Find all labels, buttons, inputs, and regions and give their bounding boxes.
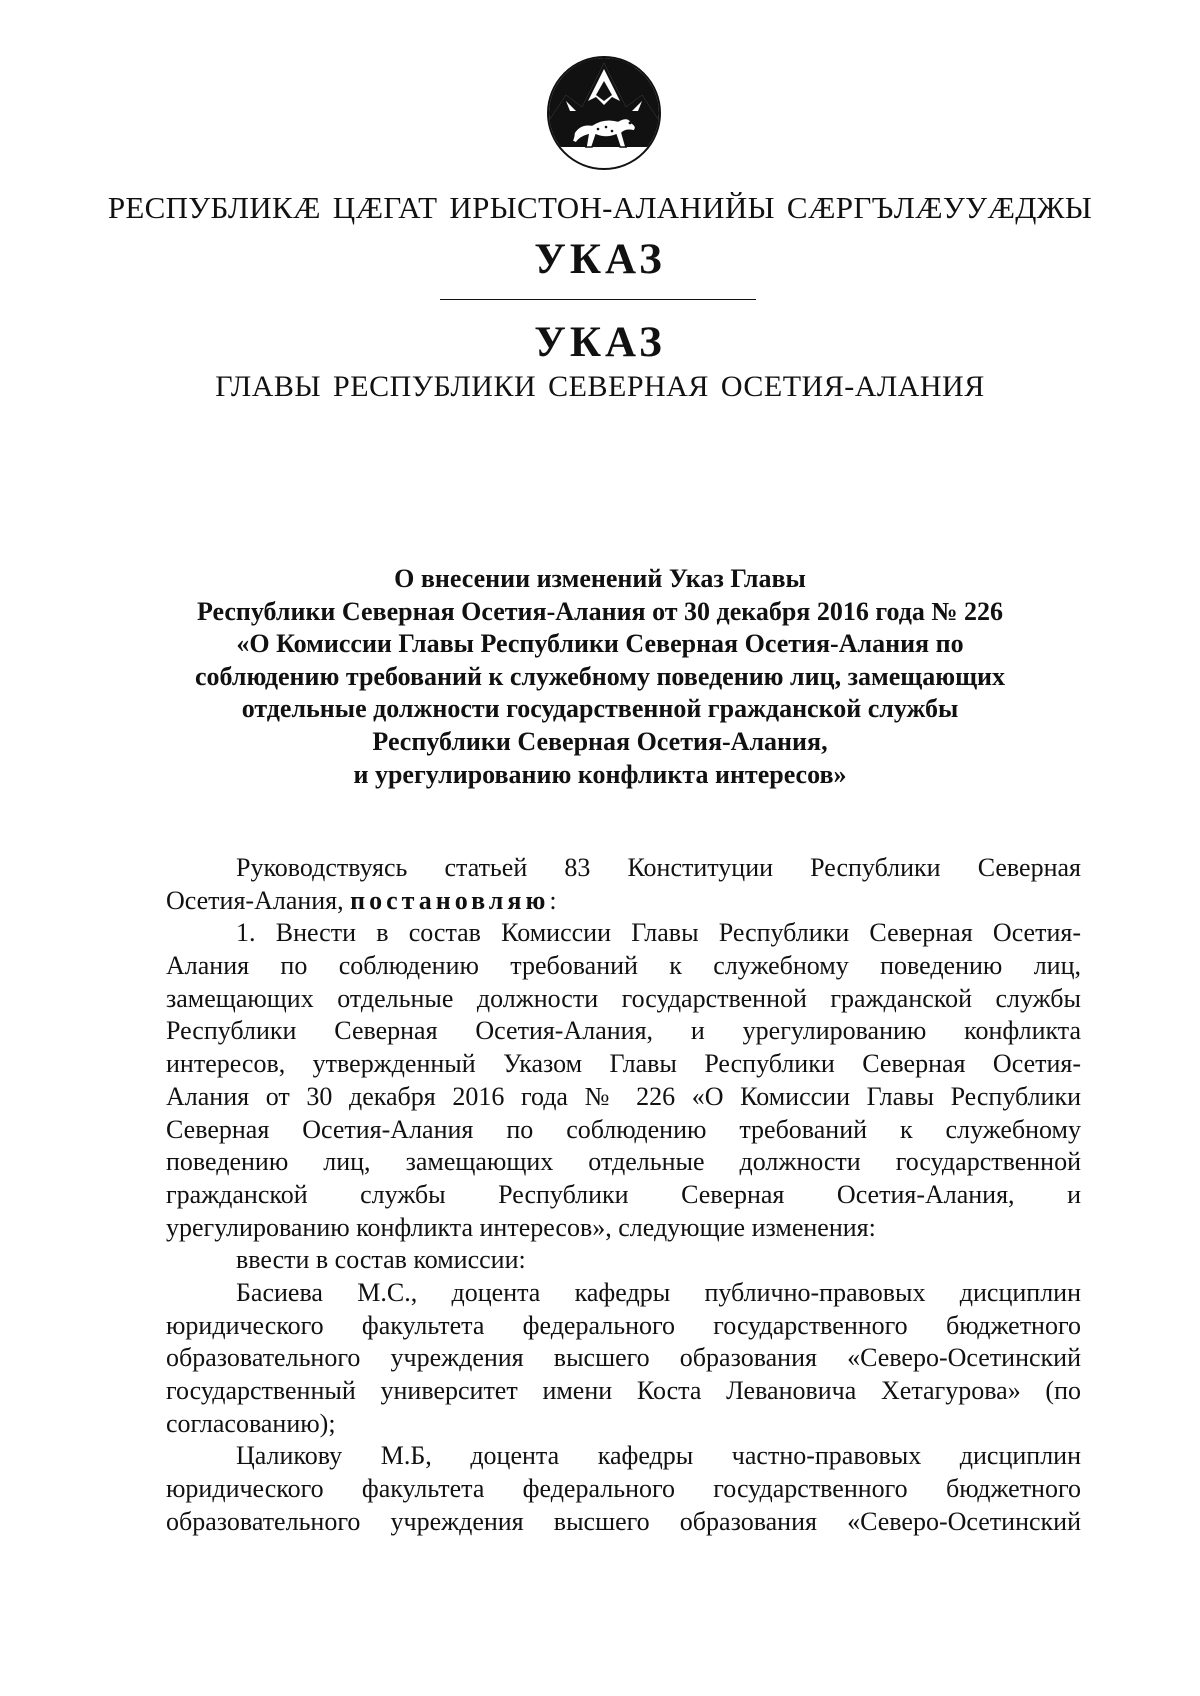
body-line: ввести в состав комиссии: [236,1245,526,1275]
body-line: Республики Северная Осетия-Алания, и урегулированию конфликта [166,1016,1081,1046]
body-line: Цаликову М.Б, доцента кафедры частно-правовых дисциплин [236,1441,1081,1471]
title-line: «О Комиссии Главы Республики Северная Осетия-Алания по [236,629,964,659]
body-line: Алания от 30 декабря 2016 года № 226 «О Комиссии Главы Республики [166,1081,1081,1111]
title-line: соблюдению требований к служебному поведению лиц, замещающих [194,661,1006,691]
body-line: урегулированию конфликта интересов», следующие изменения: [166,1212,876,1242]
preamble-line-1: Руководствуясь статьей 83 Конституции Республики Северная [236,853,1081,882]
body-line: интересов, утвержденный Указом Главы Республики Северная Осетия- [166,1049,1081,1079]
body-line: государственный университет имени Коста Левановича Хетагурова» (по [166,1376,1081,1405]
body-line: поведению лиц, замещающих отдельные должности государственной [166,1147,1081,1177]
title-line: отдельные должности государственной гражданской службы [241,694,959,724]
body-line: замещающих отдельные должности государственной гражданской службы [166,983,1081,1013]
ukaz-heading-ossetian: УКАЗ [534,236,666,283]
ukaz-heading-russian: УКАЗ [534,319,666,366]
title-line: и урегулированию конфликта интересов» [353,759,847,789]
decree-keyword: постановляю [350,885,550,915]
title-line: О внесении изменений Указ Главы [394,564,806,593]
body-line: образовательного учреждения высшего образования «Северо-Осетинский [166,1343,1081,1373]
body-line: гражданской службы Республики Северная Осетия-Алания, и [166,1179,1081,1209]
header-divider [440,299,756,300]
coat-of-arms-emblem [546,55,662,171]
body-line: юридического факультета федерального государственного бюджетного [166,1474,1081,1504]
title-line: Республики Северная Осетия-Алания, [372,726,828,756]
body-line: согласованию); [166,1408,336,1438]
body-line: образовательного учреждения высшего образования «Северо-Осетинский [166,1506,1081,1536]
title-line: Республики Северная Осетия-Алания от 30 декабря 2016 года № 226 [196,596,1004,626]
body-line: 1. Внести в состав Комиссии Главы Республики Северная Осетия- [236,918,1081,948]
decree-body [166,852,1081,1538]
body-line: Басиева М.С., доцента кафедры публично-правовых дисциплин [236,1277,1081,1307]
body-line: Северная Осетия-Алания по соблюдению требований к служебному [166,1114,1081,1144]
header-ossetian-title: РЕСПУБЛИКӔ ЦӔГАТ ИРЫСТОН-АЛАНИЙЫ СӔРГЪЛӔУУӔДЖЫ [107,190,1093,225]
header-russian-title: ГЛАВЫ РЕСПУБЛИКИ СЕВЕРНАЯ ОСЕТИЯ-АЛАНИЯ [215,370,985,403]
preamble-line-2: Осетия-Алания, постановляю: [166,885,557,915]
decree-title [0,563,1200,791]
body-line: юридического факультета федерального государственного бюджетного [166,1310,1081,1340]
body-line: Алания по соблюдению требований к служебному поведению лиц, [166,951,1081,981]
body-lines [166,917,1081,1538]
